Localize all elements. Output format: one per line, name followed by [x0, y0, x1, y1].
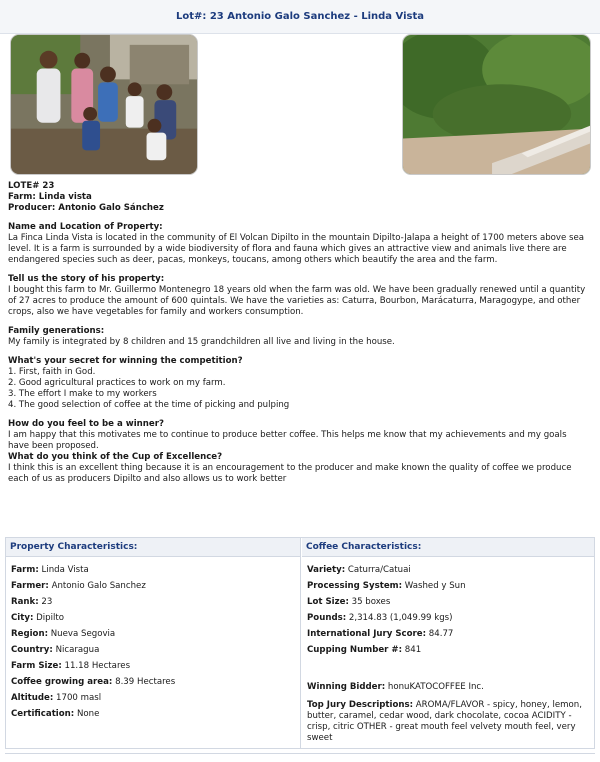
jury-descriptions: Top Jury Descriptions: AROMA/FLAVOR - spicy, honey, lemon, butter, caramel, cedar wood, dark chocolate, cocoa ACIDITY - crisp, citric OTHER - great mouth feel velvety mouth feel, very sweet	[307, 700, 582, 743]
coe-heading: What do you think of the Cup of Excellence?	[8, 452, 223, 462]
family-photo	[10, 34, 198, 175]
lote-number: LOTE# 23	[8, 181, 55, 191]
story-text: I bought this farm to Mr. Guillermo Montenegro 18 years old when the farm was old. We have been gradually renewed until a quantity of 27 acres to produce the amount of 600 quintals. We have the varieties as: Caturra, Bourbon, Marácaturra, Maragogype, and other crops, also we have vegetables for family and workers consumption.	[8, 285, 586, 317]
coffee-characteristics	[302, 538, 594, 748]
producer-name: Producer: Antonio Galo Sánchez	[8, 203, 164, 213]
property-row: Region: Nueva Segovia	[11, 629, 116, 639]
coffee-row: Pounds: 2,314.83 (1,049.99 kgs)	[307, 613, 453, 623]
family-text: My family is integrated by 8 children and 15 grandchildren all live and living in the house.	[8, 337, 395, 347]
farm-story	[8, 181, 593, 485]
story-heading: Tell us the story of his property:	[8, 274, 165, 284]
winner-text: I am happy that this motivates me to continue to produce better coffee. This helps me know that my achievements and my goals	[8, 430, 567, 440]
winning-bidder: Winning Bidder: honuKATOCOFFEE Inc.	[307, 682, 484, 692]
property-row: Farm: Linda Vista	[11, 565, 89, 575]
property-characteristics	[6, 538, 301, 748]
family-heading: Family generations:	[8, 326, 105, 336]
list-item: 3. The effort I make to my workers	[8, 389, 157, 399]
property-row: City: Dipilto	[11, 613, 65, 623]
property-row: Farm Size: 11.18 Hectares	[11, 661, 131, 671]
winner-text-cut: have been proposed.	[8, 441, 99, 451]
secret-list	[8, 367, 593, 411]
winner-heading: How do you feel to be a winner?	[8, 419, 164, 429]
coffee-row: Variety: Caturra/Catuai	[307, 565, 411, 575]
coffee-row: Cupping Number #: 841	[307, 645, 422, 655]
characteristics-table	[5, 537, 595, 749]
list-item: 1. First, faith in God.	[8, 367, 96, 377]
location-heading: Name and Location of Property:	[8, 222, 163, 232]
coffee-row: Lot Size: 35 boxes	[307, 597, 391, 607]
page-title: Lot#: 23 Antonio Galo Sanchez - Linda Vista	[0, 0, 600, 34]
location-text: La Finca Linda Vista is located in the community of El Volcan Dipilto in the mountain Dipilto-Jalapa a height of 1700 meters above sea level. It is a farm is surrounded by a wide biodiversity of flora and fauna which gives an attractive view and animals live there are endangered species such as deer, pacas, monkeys, toucans, among others which beautify the area and the farm.	[8, 233, 585, 265]
property-row: Certification: None	[11, 709, 100, 719]
coffee-row: Processing System: Washed y Sun	[307, 581, 466, 591]
property-row: Altitude: 1700 masl	[11, 693, 102, 703]
property-row: Coffee growing area: 8.39 Hectares	[11, 677, 176, 687]
farm-photo	[402, 34, 591, 175]
divider	[5, 753, 595, 754]
coffee-row: International Jury Score: 84.77	[307, 629, 454, 639]
property-row: Farmer: Antonio Galo Sanchez	[11, 581, 146, 591]
secret-heading: What's your secret for winning the competition?	[8, 356, 243, 366]
coffee-heading: Coffee Characteristics:	[302, 538, 594, 557]
coe-text: I think this is an excellent thing because it is an encouragement to the producer and make known the quality of coffee we produce each of us as producers Dipilto and also allows us to work better	[8, 463, 572, 484]
list-item: 2. Good agricultural practices to work on my farm.	[8, 378, 226, 388]
property-row: Country: Nicaragua	[11, 645, 100, 655]
list-item: 4. The good selection of coffee at the time of picking and pulping	[8, 400, 290, 410]
property-heading: Property Characteristics:	[6, 538, 300, 557]
farm-name: Farm: Linda vista	[8, 192, 92, 202]
property-row: Rank: 23	[11, 597, 53, 607]
